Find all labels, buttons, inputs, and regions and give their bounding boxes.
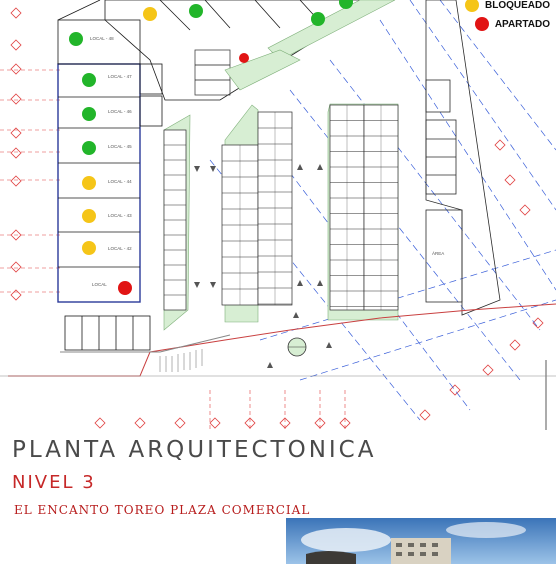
legend-apartado-label: APARTADO <box>494 18 550 30</box>
status-dot-locale <box>82 209 96 223</box>
status-dot-locale <box>82 176 96 190</box>
legend-bloqueado-label: BLOQUEADO <box>485 0 550 11</box>
svg-text:LOCAL - 48: LOCAL - 48 <box>90 36 114 41</box>
svg-text:LOCAL - 44: LOCAL - 44 <box>108 179 132 184</box>
building-photo <box>286 518 556 564</box>
status-dot-locale <box>82 141 96 155</box>
status-dot-top-locale <box>143 7 157 21</box>
ramp-hatching <box>160 349 202 372</box>
status-dot-locale <box>82 73 96 87</box>
status-dot-locale <box>82 241 96 255</box>
plan-title: PLANTA ARQUITECTONICA <box>12 437 377 463</box>
legend-apartado <box>475 17 550 31</box>
svg-text:ÁREA: ÁREA <box>432 251 445 256</box>
svg-text:LOCAL - 46: LOCAL - 46 <box>108 109 132 114</box>
legend-bloqueado <box>465 0 550 12</box>
svg-text:LOCAL - 47: LOCAL - 47 <box>108 74 132 79</box>
status-dot-top-locale <box>311 12 325 26</box>
top-green-strip <box>225 0 395 90</box>
level-label: NIVEL 3 <box>12 472 96 493</box>
status-dot-locale <box>69 32 83 46</box>
status-dot-locale <box>82 107 96 121</box>
red-dot-icon <box>475 17 489 31</box>
svg-text:LOCAL: LOCAL <box>92 282 107 287</box>
yellow-dot-icon <box>465 0 479 12</box>
status-dot-locale <box>118 281 132 295</box>
status-dot-top-locale <box>239 53 249 63</box>
svg-text:LOCAL - 42: LOCAL - 42 <box>108 246 132 251</box>
plaza-name: EL ENCANTO TOREO PLAZA COMERCIAL <box>14 503 311 517</box>
right-block <box>426 0 500 315</box>
left-locales-block <box>58 0 162 350</box>
status-dot-top-locale <box>189 4 203 18</box>
svg-text:LOCAL - 45: LOCAL - 45 <box>108 144 132 149</box>
entrance-marker <box>288 338 306 356</box>
svg-text:LOCAL - 43: LOCAL - 43 <box>108 213 132 218</box>
site-boundary <box>0 304 556 430</box>
locale-text <box>90 36 132 287</box>
